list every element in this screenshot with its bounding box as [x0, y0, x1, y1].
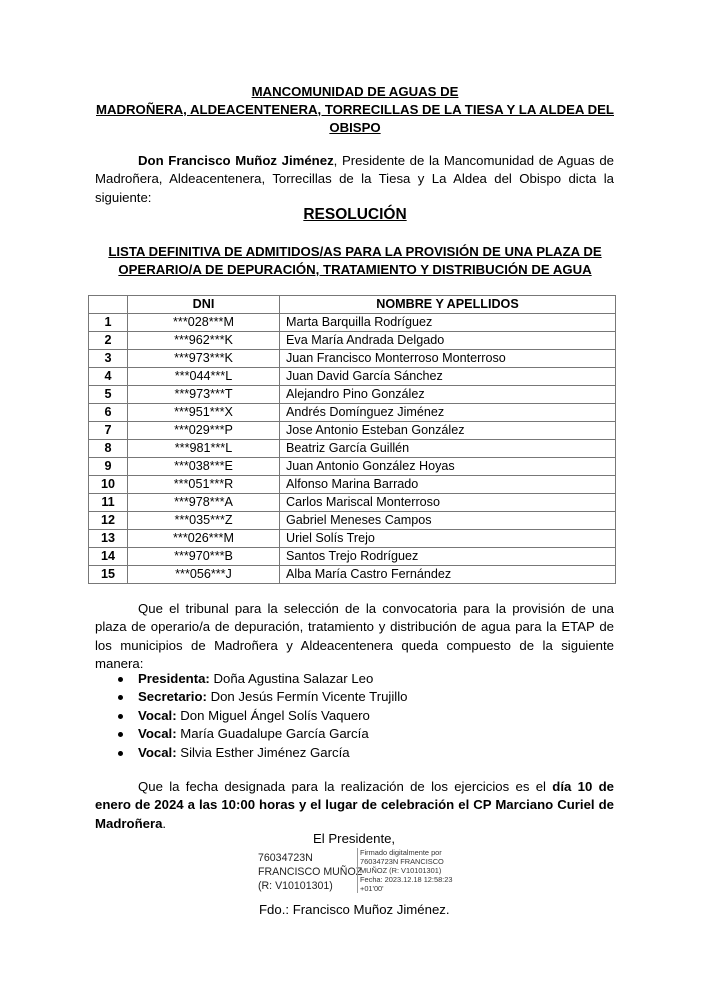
- row-dni: ***981***L: [128, 440, 280, 458]
- row-name: Juan Francisco Monterroso Monterroso: [280, 350, 616, 368]
- header-line-1: MANCOMUNIDAD DE AGUAS DE: [251, 84, 459, 99]
- table-row: [89, 548, 616, 566]
- intro-name: Don Francisco Muñoz Jiménez: [138, 153, 334, 168]
- signature-holder: FRANCISCO MUÑOZ: [258, 865, 363, 878]
- row-num: 13: [89, 530, 128, 548]
- subtitle-line-1: LISTA DEFINITIVA DE ADMITIDOS/AS PARA LA PROVISIÓN DE UNA PLAZA DE: [108, 244, 602, 259]
- digital-signature-details: [357, 848, 452, 893]
- signature-detail-line: +01'00': [360, 884, 384, 893]
- row-name: Eva María Andrada Delgado: [280, 332, 616, 350]
- table-row: [89, 566, 616, 584]
- row-dni: ***028***M: [128, 314, 280, 332]
- bullet-icon: [118, 714, 123, 719]
- list-item: [112, 670, 562, 688]
- tribunal-paragraph: [95, 600, 614, 673]
- row-dni: ***973***T: [128, 386, 280, 404]
- signature-detail-line: Fecha: 2023.12.18 12:58:23: [360, 875, 453, 884]
- row-name: Jose Antonio Esteban González: [280, 422, 616, 440]
- admitted-table: [88, 295, 616, 584]
- row-num: 7: [89, 422, 128, 440]
- row-num: 3: [89, 350, 128, 368]
- row-num: 9: [89, 458, 128, 476]
- header-line-3: OBISPO: [329, 120, 381, 135]
- list-item: [112, 744, 562, 762]
- table-row: [89, 476, 616, 494]
- row-name: Santos Trejo Rodríguez: [280, 548, 616, 566]
- row-name: Uriel Solís Trejo: [280, 530, 616, 548]
- list-item: [112, 688, 562, 706]
- table-row: [89, 494, 616, 512]
- row-dni: ***029***P: [128, 422, 280, 440]
- row-name: Carlos Mariscal Monterroso: [280, 494, 616, 512]
- row-name: Alba María Castro Fernández: [280, 566, 616, 584]
- row-name: Beatriz García Guillén: [280, 440, 616, 458]
- row-num: 5: [89, 386, 128, 404]
- intro-text: , Presidente de la Mancomunidad de Aguas de Madroñera, Aldeacentenera, Torrecillas de la Tiesa y La Aldea del Obispo dicta la siguiente:: [95, 153, 615, 205]
- row-dni: ***056***J: [128, 566, 280, 584]
- signature-title: El Presidente,: [313, 831, 396, 846]
- member-name: Doña Agustina Salazar Leo: [209, 671, 374, 686]
- member-role: Vocal:: [138, 726, 177, 742]
- signature-detail-line: Firmado digitalmente por: [360, 848, 442, 857]
- date-pre-text: Que la fecha designada para la realización de los ejercicios es el: [138, 779, 553, 794]
- row-dni: ***035***Z: [128, 512, 280, 530]
- tribunal-list: [112, 670, 562, 762]
- member-name: Don Jesús Fermín Vicente Trujillo: [206, 689, 408, 705]
- bullet-icon: [118, 695, 123, 700]
- row-name: Juan David García Sánchez: [280, 368, 616, 386]
- tribunal-intro-text: Que el tribunal para la selección de la convocatoria para la provisión de una plaza de operario/a de depuración, tratamiento y distribución de agua para la ETAP de los municipios de Madroñera y Aldeacentenera queda compuesto de la siguiente manera:: [95, 601, 614, 671]
- bullet-icon: [118, 751, 123, 756]
- signature-detail-line: MUÑOZ (R: V10101301): [360, 866, 442, 875]
- date-post-text: .: [162, 815, 167, 831]
- member-role: Secretario:: [138, 689, 207, 705]
- table-row: [89, 386, 616, 404]
- table-row: [89, 332, 616, 350]
- member-name: María Guadalupe García García: [176, 726, 369, 742]
- date-bold-text: día 10 de enero de 2024 a las 10:00 horas y el lugar de celebración el CP Marciano Curiel de Madroñera: [95, 779, 614, 831]
- subtitle-line-2: OPERARIO/A DE DEPURACIÓN, TRATAMIENTO Y DISTRIBUCIÓN DE AGUA: [118, 262, 592, 277]
- list-item: [112, 725, 562, 743]
- table-row: [89, 422, 616, 440]
- row-dni: ***970***B: [128, 548, 280, 566]
- row-num: 11: [89, 494, 128, 512]
- col-dni-header: DNI: [128, 296, 280, 314]
- col-name-header: NOMBRE Y APELLIDOS: [280, 296, 616, 314]
- col-num-header: [89, 296, 128, 314]
- row-name: Alfonso Marina Barrado: [280, 476, 616, 494]
- row-dni: ***044***L: [128, 368, 280, 386]
- digital-signature-name: [258, 852, 362, 893]
- row-dni: ***951***X: [128, 404, 280, 422]
- row-num: 14: [89, 548, 128, 566]
- row-num: 1: [89, 314, 128, 332]
- row-num: 4: [89, 368, 128, 386]
- signature-representative: (R: V10101301): [258, 879, 333, 892]
- row-num: 12: [89, 512, 128, 530]
- list-item: [112, 707, 562, 725]
- row-num: 6: [89, 404, 128, 422]
- bullet-icon: [118, 732, 123, 737]
- row-num: 15: [89, 566, 128, 584]
- table-row: [89, 440, 616, 458]
- row-dni: ***051***R: [128, 476, 280, 494]
- row-dni: ***038***E: [128, 458, 280, 476]
- table-row: [89, 368, 616, 386]
- table-row: [89, 404, 616, 422]
- intro-paragraph: [95, 152, 614, 207]
- signature-detail-line: 76034723N FRANCISCO: [360, 857, 444, 866]
- row-num: 2: [89, 332, 128, 350]
- signature-fdo: Fdo.: Francisco Muñoz Jiménez.: [259, 902, 450, 917]
- row-num: 10: [89, 476, 128, 494]
- resolution-title: RESOLUCIÓN: [303, 206, 407, 223]
- member-role: Vocal:: [138, 744, 177, 760]
- table-header-row: [89, 296, 616, 314]
- table-row: [89, 512, 616, 530]
- table-row: [89, 350, 616, 368]
- header-line-2: MADROÑERA, ALDEACENTENERA, TORRECILLAS DE LA TIESA Y LA ALDEA DEL: [96, 102, 614, 117]
- row-dni: ***973***K: [128, 350, 280, 368]
- bullet-icon: [118, 677, 123, 682]
- date-paragraph: [95, 778, 614, 833]
- table-row: [89, 530, 616, 548]
- row-dni: ***026***M: [128, 530, 280, 548]
- member-name: Silvia Esther Jiménez García: [176, 744, 350, 760]
- signature-id: 76034723N: [258, 852, 313, 864]
- row-dni: ***962***K: [128, 332, 280, 350]
- table-row: [89, 458, 616, 476]
- row-name: Andrés Domínguez Jiménez: [280, 404, 616, 422]
- row-num: 8: [89, 440, 128, 458]
- row-name: Marta Barquilla Rodríguez: [280, 314, 616, 332]
- row-name: Gabriel Meneses Campos: [280, 512, 616, 530]
- table-row: [89, 314, 616, 332]
- member-name: Don Miguel Ángel Solís Vaquero: [176, 707, 370, 723]
- row-name: Juan Antonio González Hoyas: [280, 458, 616, 476]
- row-dni: ***978***A: [128, 494, 280, 512]
- row-name: Alejandro Pino González: [280, 386, 616, 404]
- member-role: Presidenta:: [138, 671, 210, 686]
- member-role: Vocal:: [138, 707, 177, 723]
